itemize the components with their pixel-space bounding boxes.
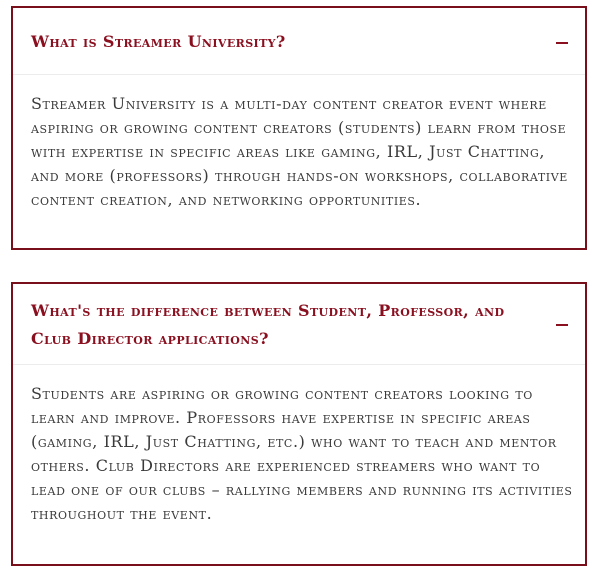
faq-item bbox=[11, 282, 587, 566]
collapse-minus-icon[interactable] bbox=[555, 36, 569, 50]
faq-question[interactable]: What's the difference between Student, Professor, and Club Director applications? bbox=[31, 301, 505, 348]
faq-question[interactable]: What is Streamer University? bbox=[31, 32, 286, 51]
collapse-minus-icon[interactable] bbox=[555, 318, 569, 332]
faq-question-header[interactable] bbox=[13, 284, 585, 365]
faq-answer: Students are aspiring or growing content creators looking to learn and improve. Professors have expertise in specific areas (gaming, IRL, Just Chatting, etc.) who want to teach and mentor others. Club Directors are experienced streamers who want to lead one of our clubs – rallying members and running its activities throughout the event. bbox=[31, 384, 573, 523]
faq-question-header[interactable] bbox=[13, 8, 585, 75]
faq-answer: Streamer University is a multi-day content creator event where aspiring or growing content creators (students) learn from those with expertise in specific areas like gaming, IRL, Just Chatting, and more (professors) through hands-on workshops, collaborative content creation, and networking opportunities. bbox=[31, 94, 568, 209]
faq-item bbox=[11, 6, 587, 250]
